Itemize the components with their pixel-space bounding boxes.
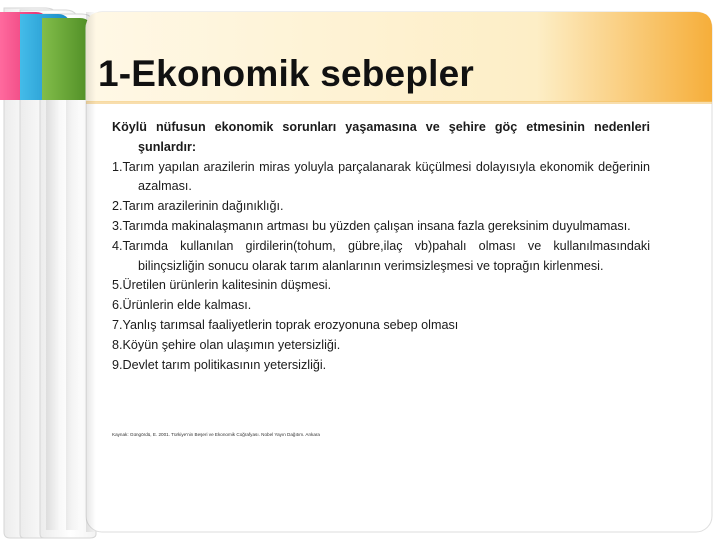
list-item: 8.Köyün şehire olan ulaşımın yetersizliği.	[112, 337, 341, 352]
list-item: 2.Tarım arazilerinin dağınıklığı.	[112, 199, 284, 214]
list-item: 5.Üretilen ürünlerin kalitesinin düşmesi.	[112, 278, 332, 293]
list-item: 7.Yanlış tarımsal faaliyetlerin toprak erozyonuna sebep olması	[112, 317, 459, 332]
reason-list	[112, 158, 650, 376]
list-item: 3.Tarımda makinalaşmanın artması bu yüzden çalışan insana fazla gereksinim duyulmaması.	[112, 218, 631, 233]
list-item: 1.Tarım yapılan arazilerin miras yoluyla parçalanarak küçülmesi dolayısıyla ekonomik değerinin azalması.	[112, 159, 650, 194]
list-item: 4.Tarımda kullanılan girdilerin(tohum, gübre,ilaç vb)pahalı olması ve kullanılmasındaki bilinçsizliğin sonucu olarak tarım alanlarının verimsizleşmesi ve toprağın kirlenmesi.	[112, 238, 650, 273]
slide-content	[112, 118, 650, 375]
list-item: 6.Ürünlerin elde kalması.	[112, 298, 252, 313]
source-citation: Kaynak: Güngördü, E. 2001. Türkiye'nin Beşeri ve Ekonomik Coğrafyası. Nobel Yayın Dağıtım. Ankara	[112, 432, 320, 437]
list-item: 9.Devlet tarım politikasının yetersizliği.	[112, 357, 327, 372]
intro-text: Köylü nüfusun ekonomik sorunları yaşamasına ve şehire göç etmesinin nedenleri şunlardır:	[112, 120, 650, 154]
slide-title: 1-Ekonomik sebepler	[98, 53, 474, 94]
